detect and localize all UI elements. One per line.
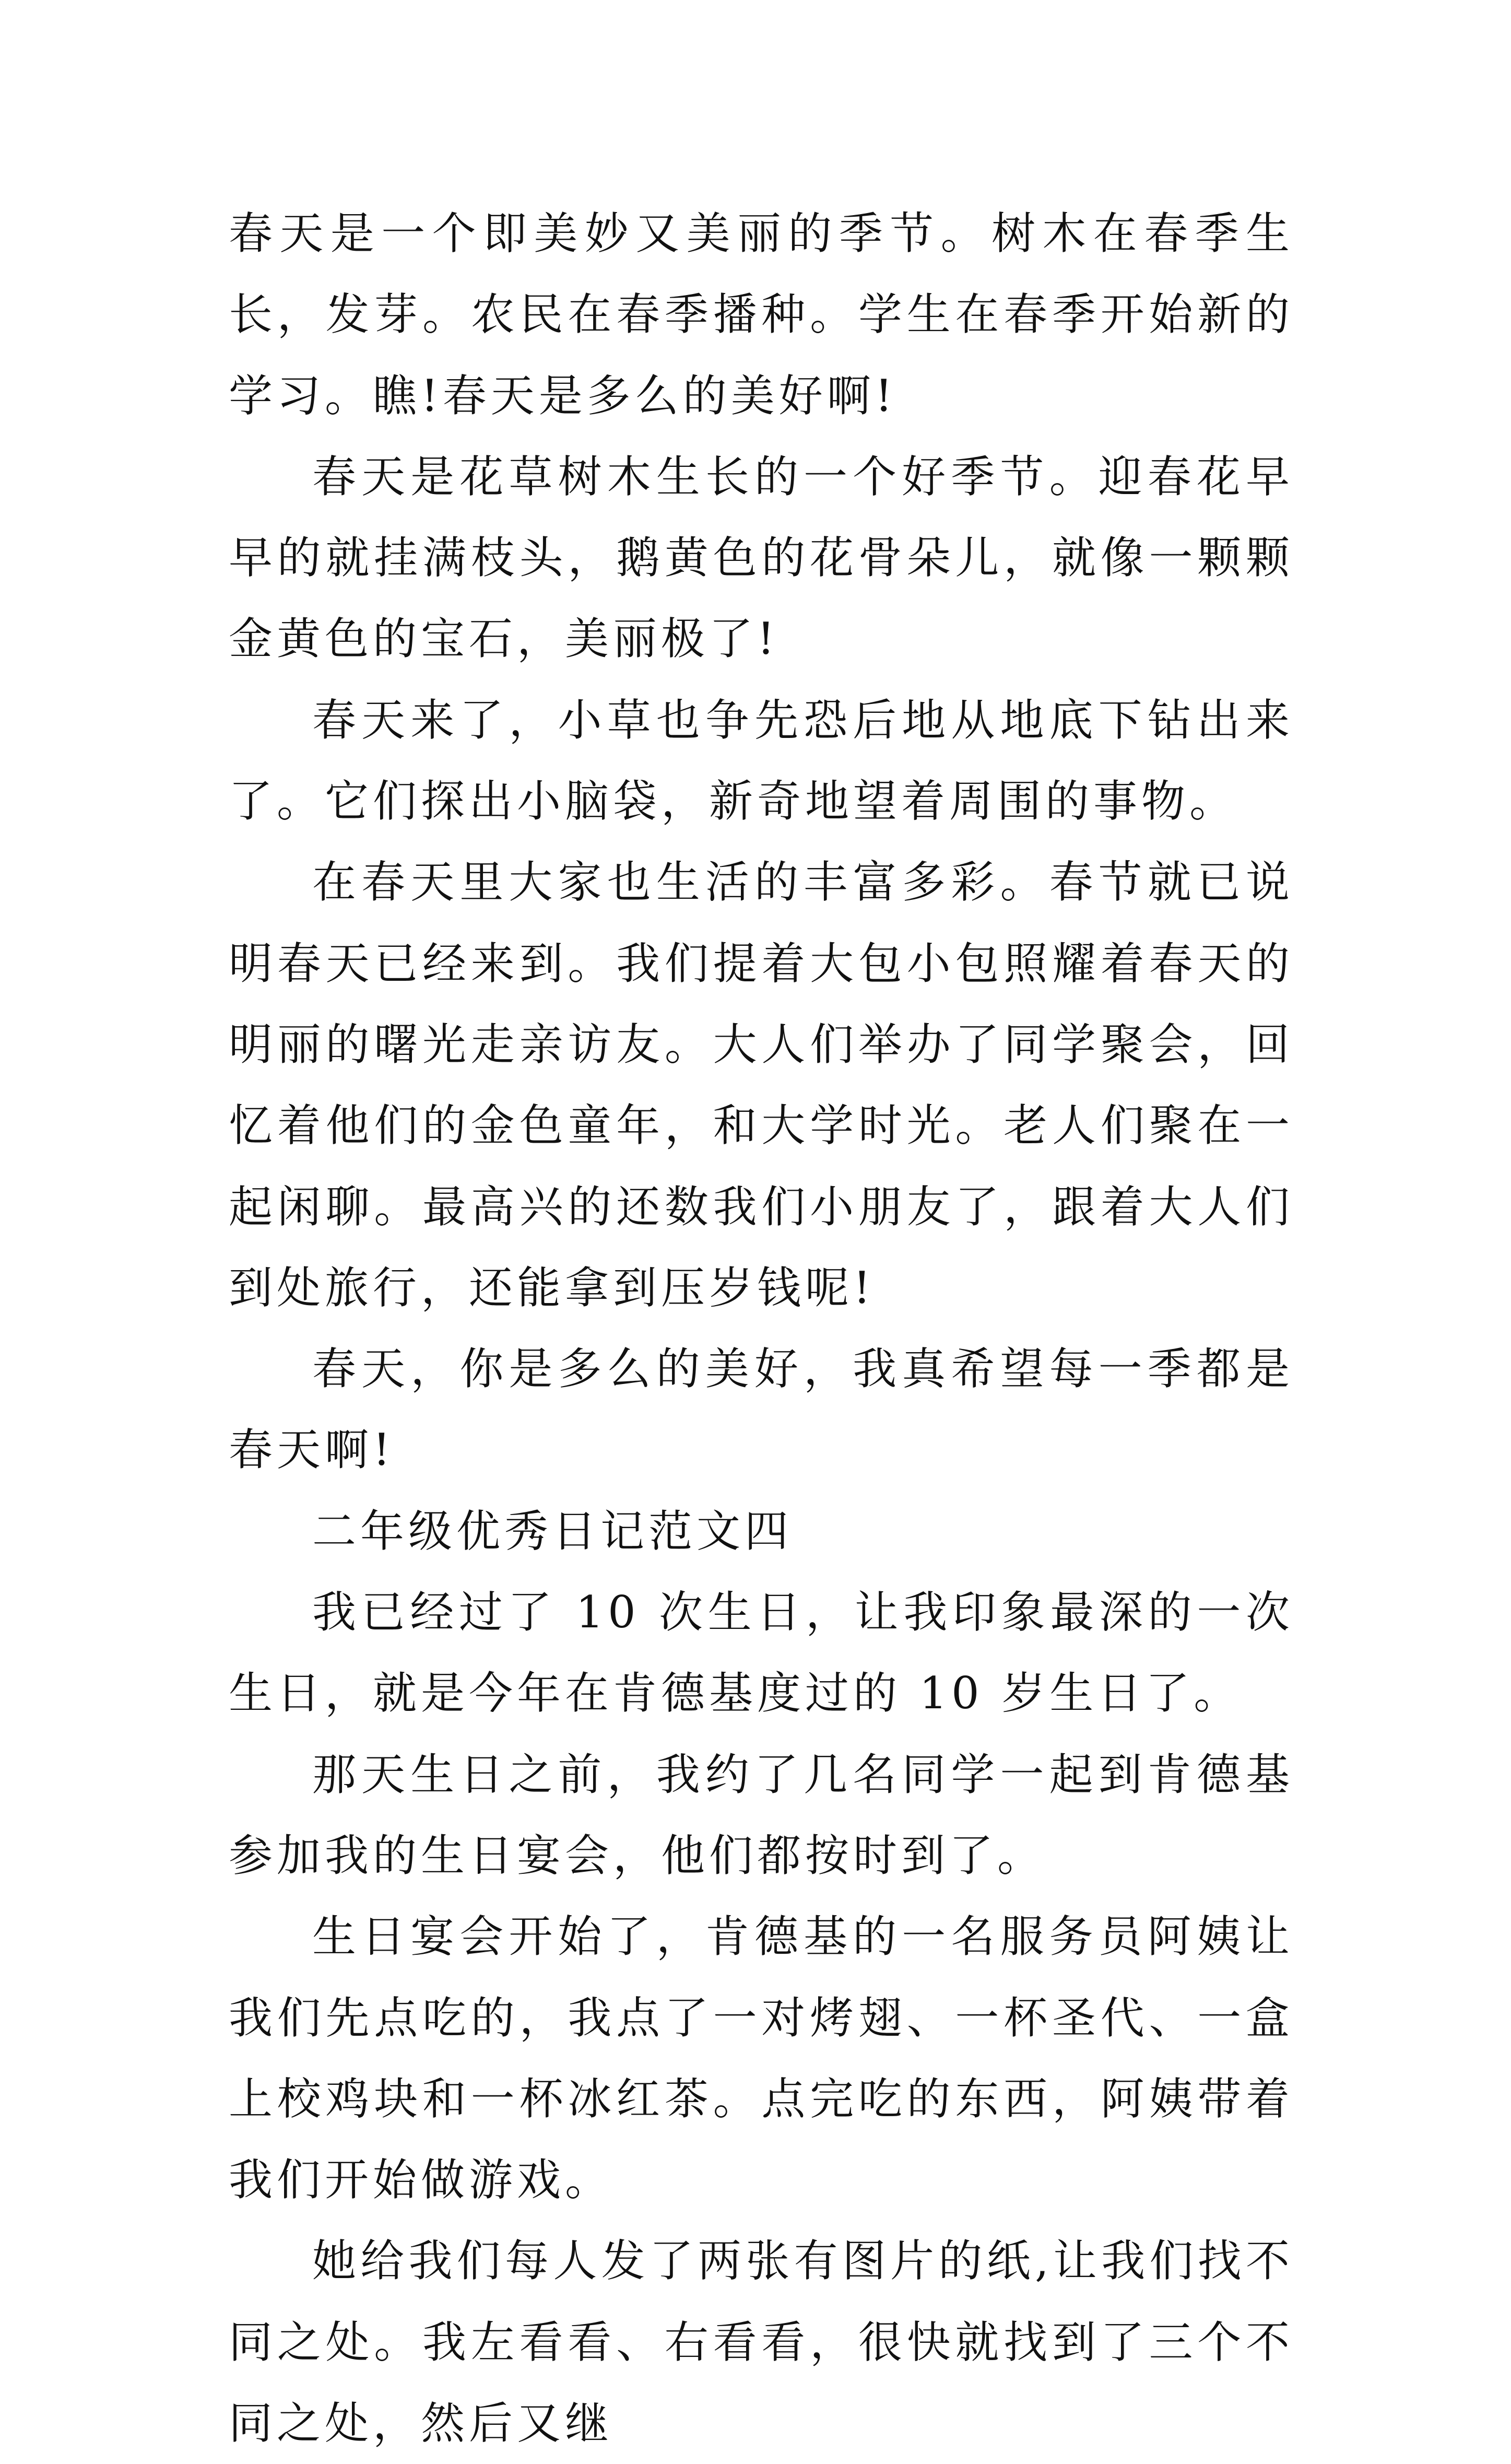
paragraph-3: 春天来了，小草也争先恐后地从地底下钻出来了。它们探出小脑袋，新奇地望着周围的事物。 bbox=[229, 694, 1294, 827]
section-heading: 二年级优秀日记范文四 bbox=[312, 1505, 793, 1557]
paragraph-4: 在春天里大家也生活的丰富多彩。春节就已说明春天已经来到。我们提着大包小包照耀着春天的明丽的曙光走亲访友。大人们举办了同学聚会，回忆着他们的金色童年，和大学时光。老人们聚在一起闲聊。最高兴的还数我们小朋友了，跟着大人们到处旅行，还能拿到压岁钱呢! bbox=[229, 856, 1294, 1313]
paragraph-6: 我已经过了 10 次生日，让我印象最深的一次生日，就是今年在肯德基度过的 10 岁生日了。 bbox=[229, 1587, 1294, 1719]
document-body bbox=[229, 193, 1294, 2464]
paragraph-7: 那天生日之前，我约了几名同学一起到肯德基参加我的生日宴会，他们都按时到了。 bbox=[229, 1749, 1294, 1881]
paragraph-1: 春天是一个即美妙又美丽的季节。树木在春季生长，发芽。农民在春季播种。学生在春季开始新的学习。瞧!春天是多么的美好啊! bbox=[229, 208, 1294, 421]
paragraph-9: 她给我们每人发了两张有图片的纸,让我们找不同之处。我左看看、右看看，很快就找到了三个不同之处，然后又继 bbox=[229, 2235, 1294, 2449]
paragraph-8: 生日宴会开始了，肯德基的一名服务员阿姨让我们先点吃的，我点了一对烤翅、一杯圣代、一盒上校鸡块和一杯冰红茶。点完吃的东西，阿姨带着我们开始做游戏。 bbox=[229, 1911, 1294, 2206]
paragraph-5: 春天，你是多么的美好，我真希望每一季都是春天啊! bbox=[229, 1343, 1294, 1476]
paragraph-2: 春天是花草树木生长的一个好季节。迎春花早早的就挂满枝头，鹅黄色的花骨朵儿，就像一颗颗金黄色的宝石，美丽极了! bbox=[229, 451, 1294, 665]
